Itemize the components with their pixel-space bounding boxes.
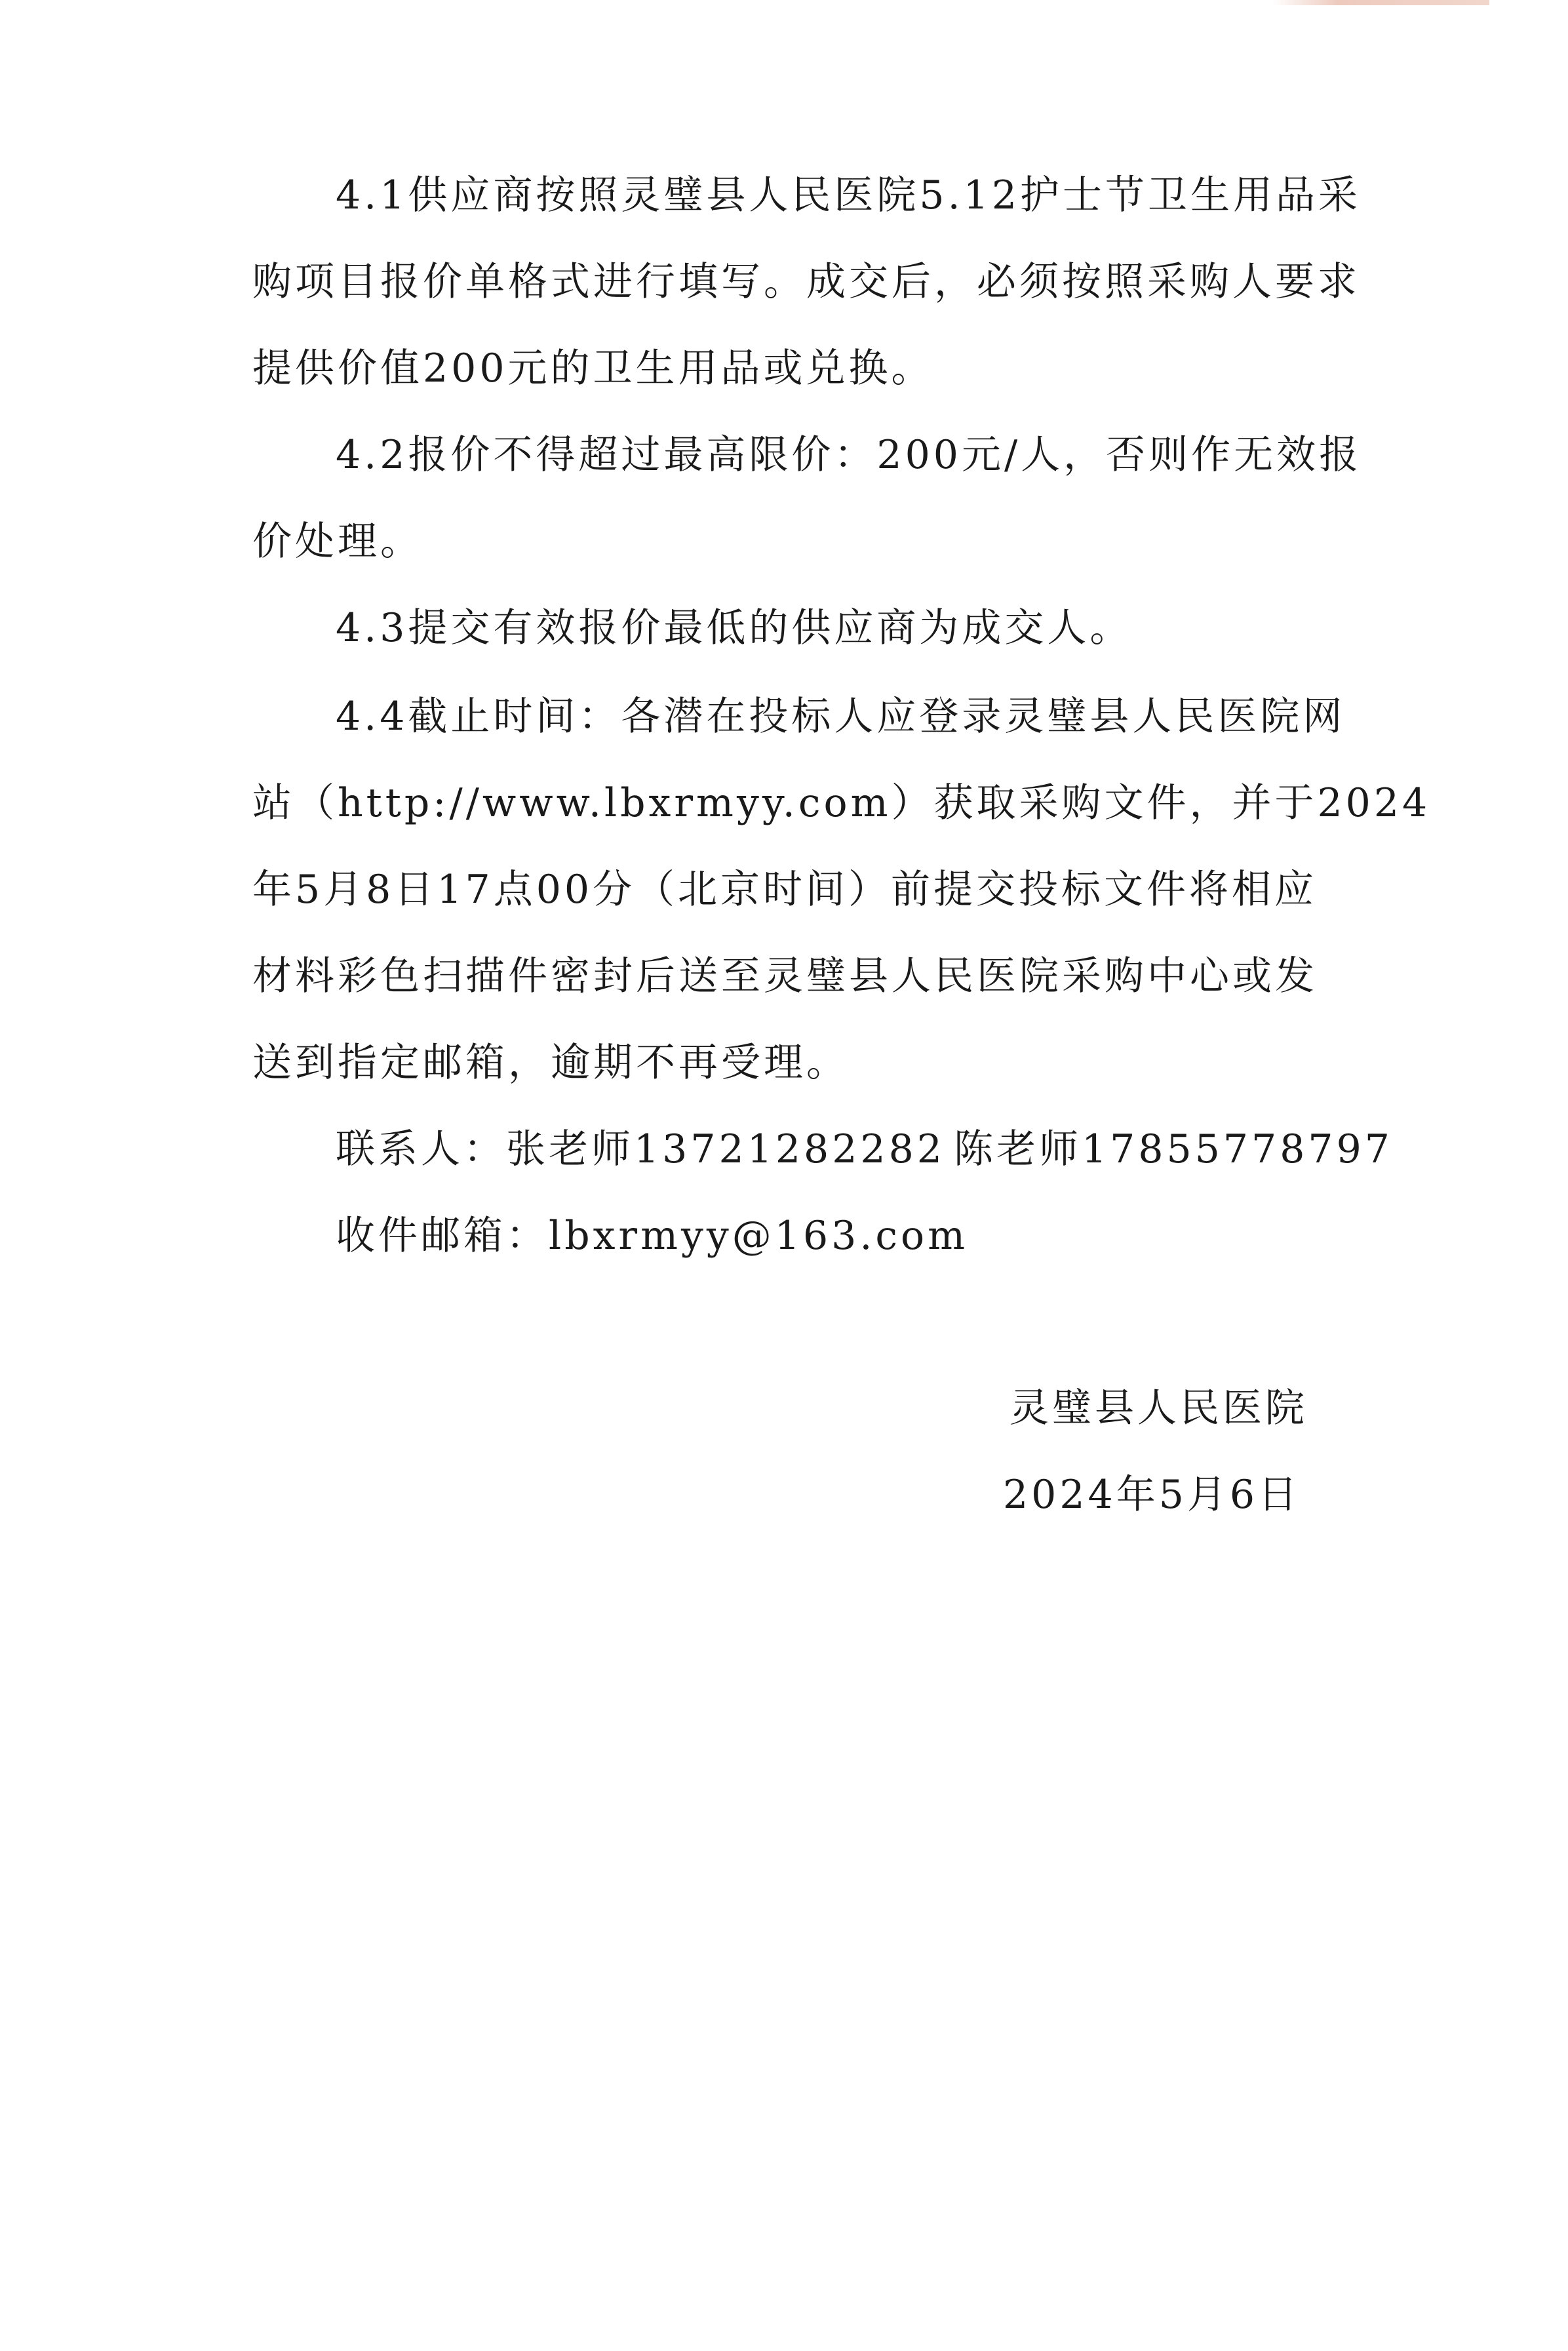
signature-date: 2024年5月6日	[1003, 1472, 1301, 1518]
paragraph-4-4-line-1: 4.4截止时间：各潜在投标人应登录灵璧县人民医院网	[336, 694, 1346, 740]
paragraph-4-4-line-4: 材料彩色扫描件密封后送至灵璧县人民医院采购中心或发	[252, 953, 1318, 999]
contact-person-chen: 陈老师17855778797	[954, 1126, 1393, 1172]
paragraph-4-4-line-3: 年5月8日17点00分（北京时间）前提交投标文件将相应	[252, 867, 1318, 913]
paragraph-4-4-line-5: 送到指定邮箱，逾期不再受理。	[252, 1040, 849, 1086]
paragraph-4-2-line-2: 价处理。	[252, 519, 423, 564]
paragraph-4-3-line-1: 4.3提交有效报价最低的供应商为成交人。	[336, 605, 1133, 651]
contact-person-zhang: 联系人：张老师13721282282	[336, 1126, 945, 1172]
paragraph-4-1-line-3: 提供价值200元的卫生用品或兑换。	[252, 346, 934, 391]
contact-email: 收件邮箱：lbxrmyy@163.com	[336, 1213, 969, 1259]
signature-organization: 灵璧县人民医院	[1009, 1385, 1308, 1431]
paragraph-4-2-line-1: 4.2报价不得超过最高限价：200元/人，否则作无效报	[336, 432, 1362, 478]
paragraph-4-1-line-2: 购项目报价单格式进行填写。成交后，必须按照采购人要求	[252, 259, 1360, 305]
paragraph-4-1-line-1: 4.1供应商按照灵璧县人民医院5.12护士节卫生用品采	[336, 172, 1362, 218]
paragraph-4-4-line-2: 站（http://www.lbxrmyy.com）获取采购文件，并于2024	[252, 780, 1431, 826]
